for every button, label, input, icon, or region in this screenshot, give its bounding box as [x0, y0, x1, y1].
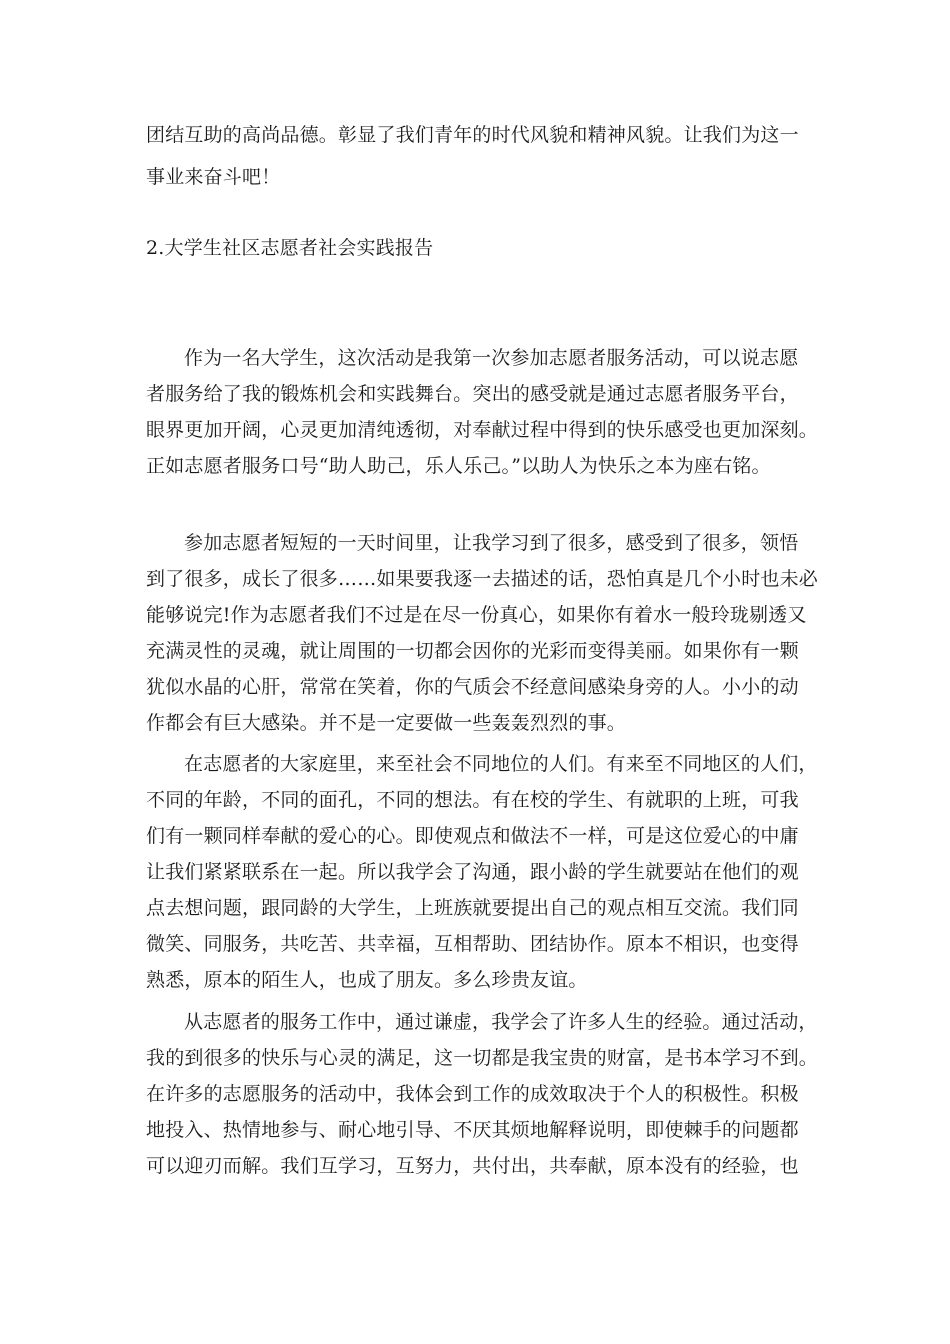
- paragraph-2-line-2: 到了很多，成长了很多……如果要我逐一去描述的话，恐怕真是几个小时也未必: [146, 568, 819, 590]
- paragraph-4-line-5: 可以迎刃而解。我们互学习，互努力，共付出，共奉献，原本没有的经验，也: [146, 1155, 799, 1177]
- intro-line-1: 团结互助的高尚品德。彰显了我们青年的时代风貌和精神风貌。让我们为这一: [146, 124, 799, 146]
- paragraph-1-line-3: 眼界更加开阔，心灵更加清纯透彻，对奉献过程中得到的快乐感受也更加深刻。: [146, 419, 819, 441]
- paragraph-3-line-3: 们有一颗同样奉献的爱心的心。即使观点和做法不一样，可是这位爱心的中庸: [146, 825, 799, 847]
- paragraph-1-line-2: 者服务给了我的锻炼机会和实践舞台。突出的感受就是通过志愿者服务平台，: [146, 383, 799, 405]
- paragraph-2-line-3: 能够说完!作为志愿者我们不过是在尽一份真心，如果你有着水一般玲珑剔透又: [146, 604, 807, 626]
- paragraph-3-line-5: 点去想问题，跟同龄的大学生，上班族就要提出自己的观点相互交流。我们同: [146, 897, 799, 919]
- paragraph-3-line-2: 不同的年龄，不同的面孔，不同的想法。有在校的学生、有就职的上班，可我: [146, 789, 799, 811]
- paragraph-2-line-4: 充满灵性的灵魂，就让周围的一切都会因你的光彩而变得美丽。如果你有一颗: [146, 640, 799, 662]
- paragraph-3-line-6: 微笑、同服务，共吃苦、共幸福，互相帮助、团结协作。原本不相识，也变得: [146, 933, 799, 955]
- paragraph-4-line-4: 地投入、热情地参与、耐心地引导、不厌其烦地解释说明，即使棘手的问题都: [146, 1119, 799, 1141]
- paragraph-1-line-1: 作为一名大学生，这次活动是我第一次参加志愿者服务活动，可以说志愿: [184, 347, 799, 369]
- section-heading: 2.大学生社区志愿者社会实践报告: [146, 237, 434, 259]
- paragraph-4-line-3: 在许多的志愿服务的活动中，我体会到工作的成效取决于个人的积极性。积极: [146, 1083, 799, 1105]
- paragraph-3-line-1: 在志愿者的大家庭里，来至社会不同地位的人们。有来至不同地区的人们，: [184, 753, 818, 775]
- paragraph-3-line-4: 让我们紧紧联系在一起。所以我学会了沟通，跟小龄的学生就要站在他们的观: [146, 861, 799, 883]
- paragraph-2-line-1: 参加志愿者短短的一天时间里，让我学习到了很多，感受到了很多，领悟: [184, 532, 799, 554]
- paragraph-2-line-6: 作都会有巨大感染。并不是一定要做一些轰轰烈烈的事。: [146, 712, 627, 734]
- paragraph-4-line-2: 我的到很多的快乐与心灵的满足，这一切都是我宝贵的财富，是书本学习不到。: [146, 1047, 819, 1069]
- paragraph-1-line-4: 正如志愿者服务口号“助人助己，乐人乐己。”以助人为快乐之本为座右铭。: [146, 455, 771, 477]
- paragraph-3-line-7: 熟悉，原本的陌生人，也成了朋友。多么珍贵友谊。: [146, 969, 588, 991]
- paragraph-2-line-5: 犹似水晶的心肝，常常在笑着，你的气质会不经意间感染身旁的人。小小的动: [146, 676, 799, 698]
- intro-line-2: 事业来奋斗吧！: [146, 166, 281, 188]
- paragraph-4-line-1: 从志愿者的服务工作中，通过谦虚，我学会了许多人生的经验。通过活动，: [184, 1011, 818, 1033]
